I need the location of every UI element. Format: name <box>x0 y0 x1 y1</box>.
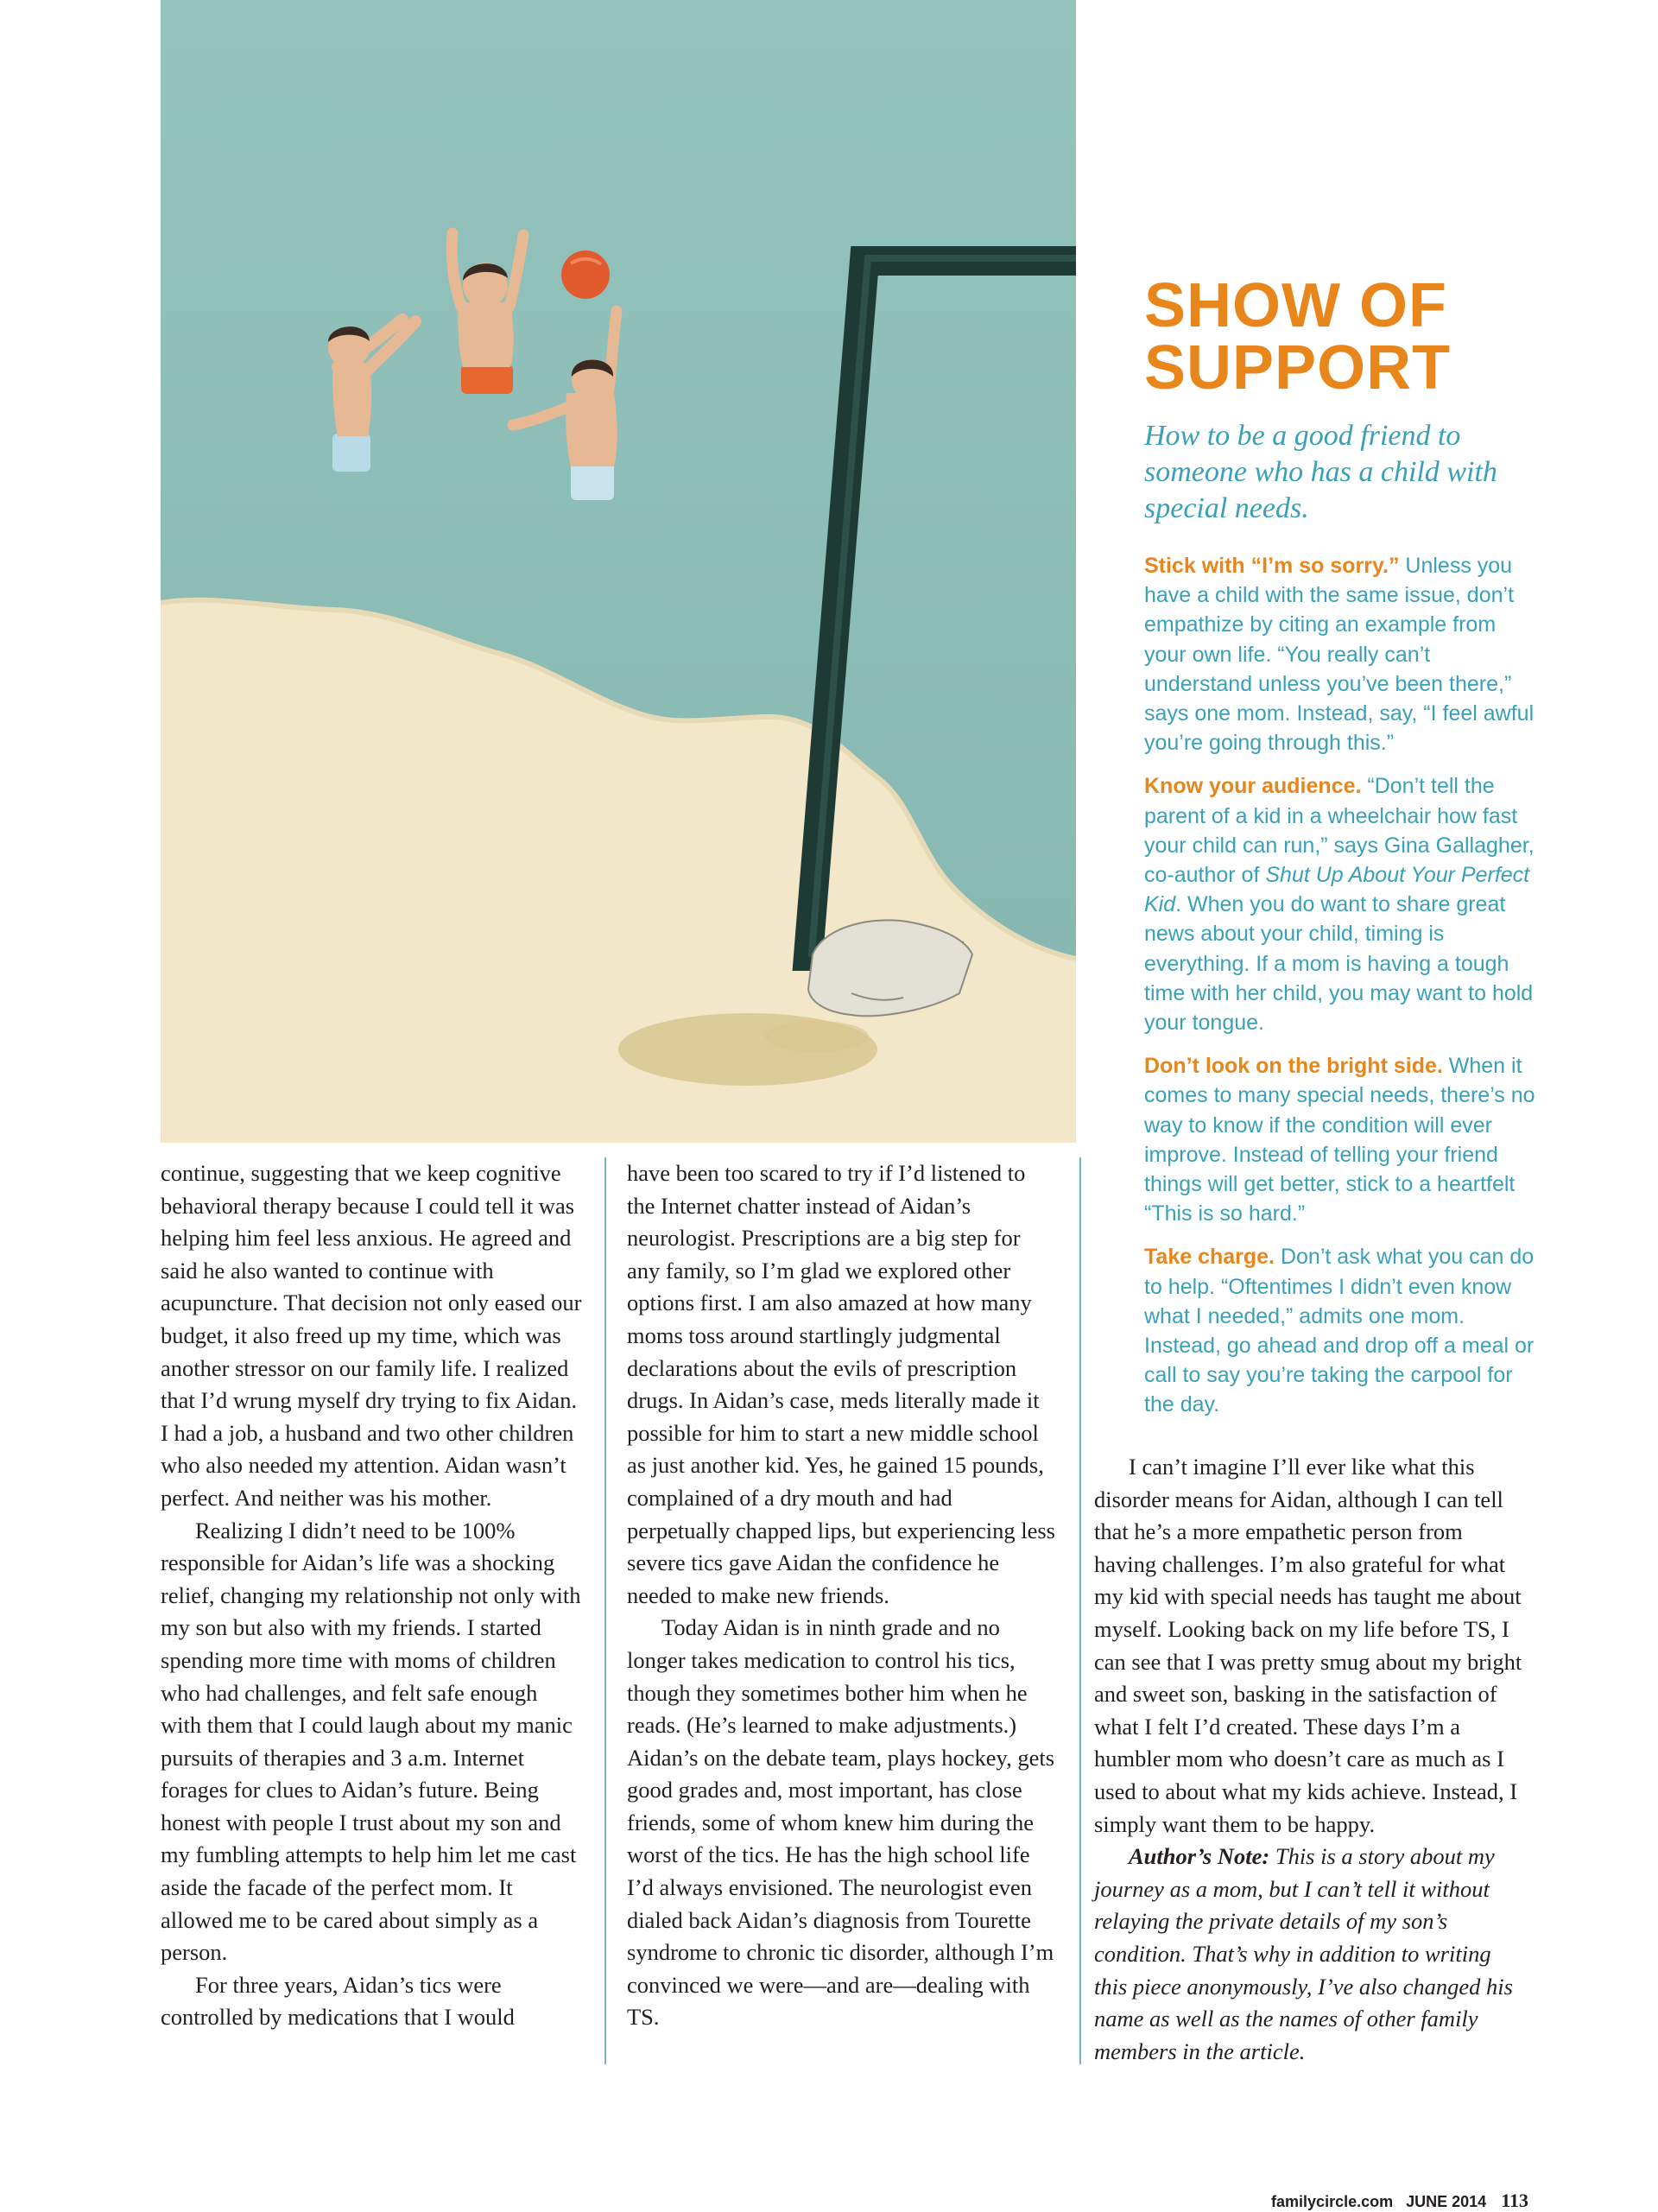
sidebar-tip: Stick with “I’m so sorry.” Unless you have a child with the same issue, don’t empathize by citing an example from your own life. “You really can’t understand unless you’ve been there,” says one mom. Instead, say, “I feel awful you’re going through this.” <box>1144 554 1535 756</box>
page-footer <box>1262 2190 1528 2212</box>
illustration <box>161 0 1076 1143</box>
page-number: 113 <box>1501 2190 1528 2211</box>
sidebar-tip: Don’t look on the bright side. When it comes to many special needs, there’s no way to know if the condition will ever improve. Instead of telling your friend things will get better, stick to a heartfelt “This is so hard.” <box>1144 1054 1535 1226</box>
paragraph: Realizing I didn’t need to be 100% responsible for Aidan’s life was a shocking relief, changing my relationship not only with my son but also with my friends. I started spending more time with moms of children who had challenges, and felt safe enough with them that I could laugh about my manic pursuits of therapies and 3 a.m. Internet forages for clues to Aidan’s future. Being honest with people I trust about my son and my fumbling attempts to help him let me cast aside the facade of the perfect mom. It allowed me to be cared about simply as a person. <box>161 1517 581 1966</box>
footer-site: familycircle.com <box>1271 2193 1394 2210</box>
column-rule <box>1079 1157 1081 2064</box>
column-rule <box>604 1157 606 2064</box>
paragraph: continue, suggesting that we keep cognitive behavioral therapy because I could tell it was helping him feel less anxious. He agreed and said he also wanted to continue with acupuncture. That decision not only eased our budget, it also freed up my time, which was another stressor on our family life. I realized that I’d wrung myself dry trying to fix Aidan. I had a job, a husband and two other children who also needed my attention. Aidan wasn’t perfect. And neither was his mother. <box>161 1160 582 1511</box>
paragraph: have been too scared to try if I’d listened to the Internet chatter instead of Aidan’s neurologist. Prescriptions are a big step for any family, so I’m glad we explored other options first. I am also amazed at how many moms toss around startlingly judgmental declarations about the evils of prescription drugs. In Aidan’s case, meds literally made it possible for him to start a new middle school as just another kid. Yes, he gained 15 pounds, complained of a dry mouth and had perpetually chapped lips, but experiencing less severe tics gave Aidan the confidence he needed to make new friends. <box>627 1160 1055 1608</box>
article-column-3 <box>1094 1451 1526 2068</box>
sidebar-tip: Take charge. Don’t ask what you can do to help. “Oftentimes I didn’t even know what I needed,” admits one mom. Instead, go ahead and drop off a meal or call to say you’re taking the carpool for the day. <box>1144 1245 1535 1417</box>
paragraph: For three years, Aidan’s tics were controlled by medications that I would <box>161 1971 515 2031</box>
article-column-2 <box>627 1157 1059 2034</box>
article-column-1 <box>161 1157 584 2034</box>
sidebar-title: SHOW OF SUPPORT <box>1144 271 1452 402</box>
sidebar-tip: Know your audience. “Don’t tell the parent of a kid in a wheelchair how fast your child can run,” says Gina Gallagher, co-author of Shut Up About Your Perfect Kid. When you do want to share great news about your child, timing is everything. If a mom is having a tough time with her child, you may want to hold your tongue. <box>1144 774 1535 1036</box>
sidebar-dek: How to be a good friend to someone who has a child with special needs. <box>1144 420 1497 524</box>
authors-note: Author’s Note: This is a story about my journey as a mom, but I can’t tell it without relaying the private details of my son’s condition. That’s why in addition to writing this piece anonymously, I’ve also changed his name as well as the names of other family members in the article. <box>1094 1843 1513 2064</box>
paragraph: I can’t imagine I’ll ever like what this disorder means for Aidan, although I can tell that he’s a more empathetic person from having challenges. I’m also grateful for what my kid with special needs has taught me about myself. Looking back on my life before TS, I can see that I was pretty smug about my bright and sweet son, basking in the satisfaction of what I felt I’d created. These days I’m a humbler mom who doesn’t care as much as I used to about what my kids achieve. Instead, I simply want them to be happy. <box>1094 1454 1522 1837</box>
paragraph: Today Aidan is in ninth grade and no longer takes medication to control his tics, though they sometimes bother him when he reads. (He’s learned to make adjustments.) Aidan’s on the debate team, plays hockey, gets good grades and, most important, has close friends, some of whom knew him during the worst of the tics. He has the high school life I’d always envisioned. The neurologist even dialed back Aidan’s diagnosis from Tourette syndrome to chronic tic disorder, although I’m convinced we were—and are—dealing with TS. <box>627 1614 1055 2031</box>
footer-issue: JUNE 2014 <box>1406 2193 1487 2210</box>
show-of-support-sidebar <box>1144 271 1541 1434</box>
